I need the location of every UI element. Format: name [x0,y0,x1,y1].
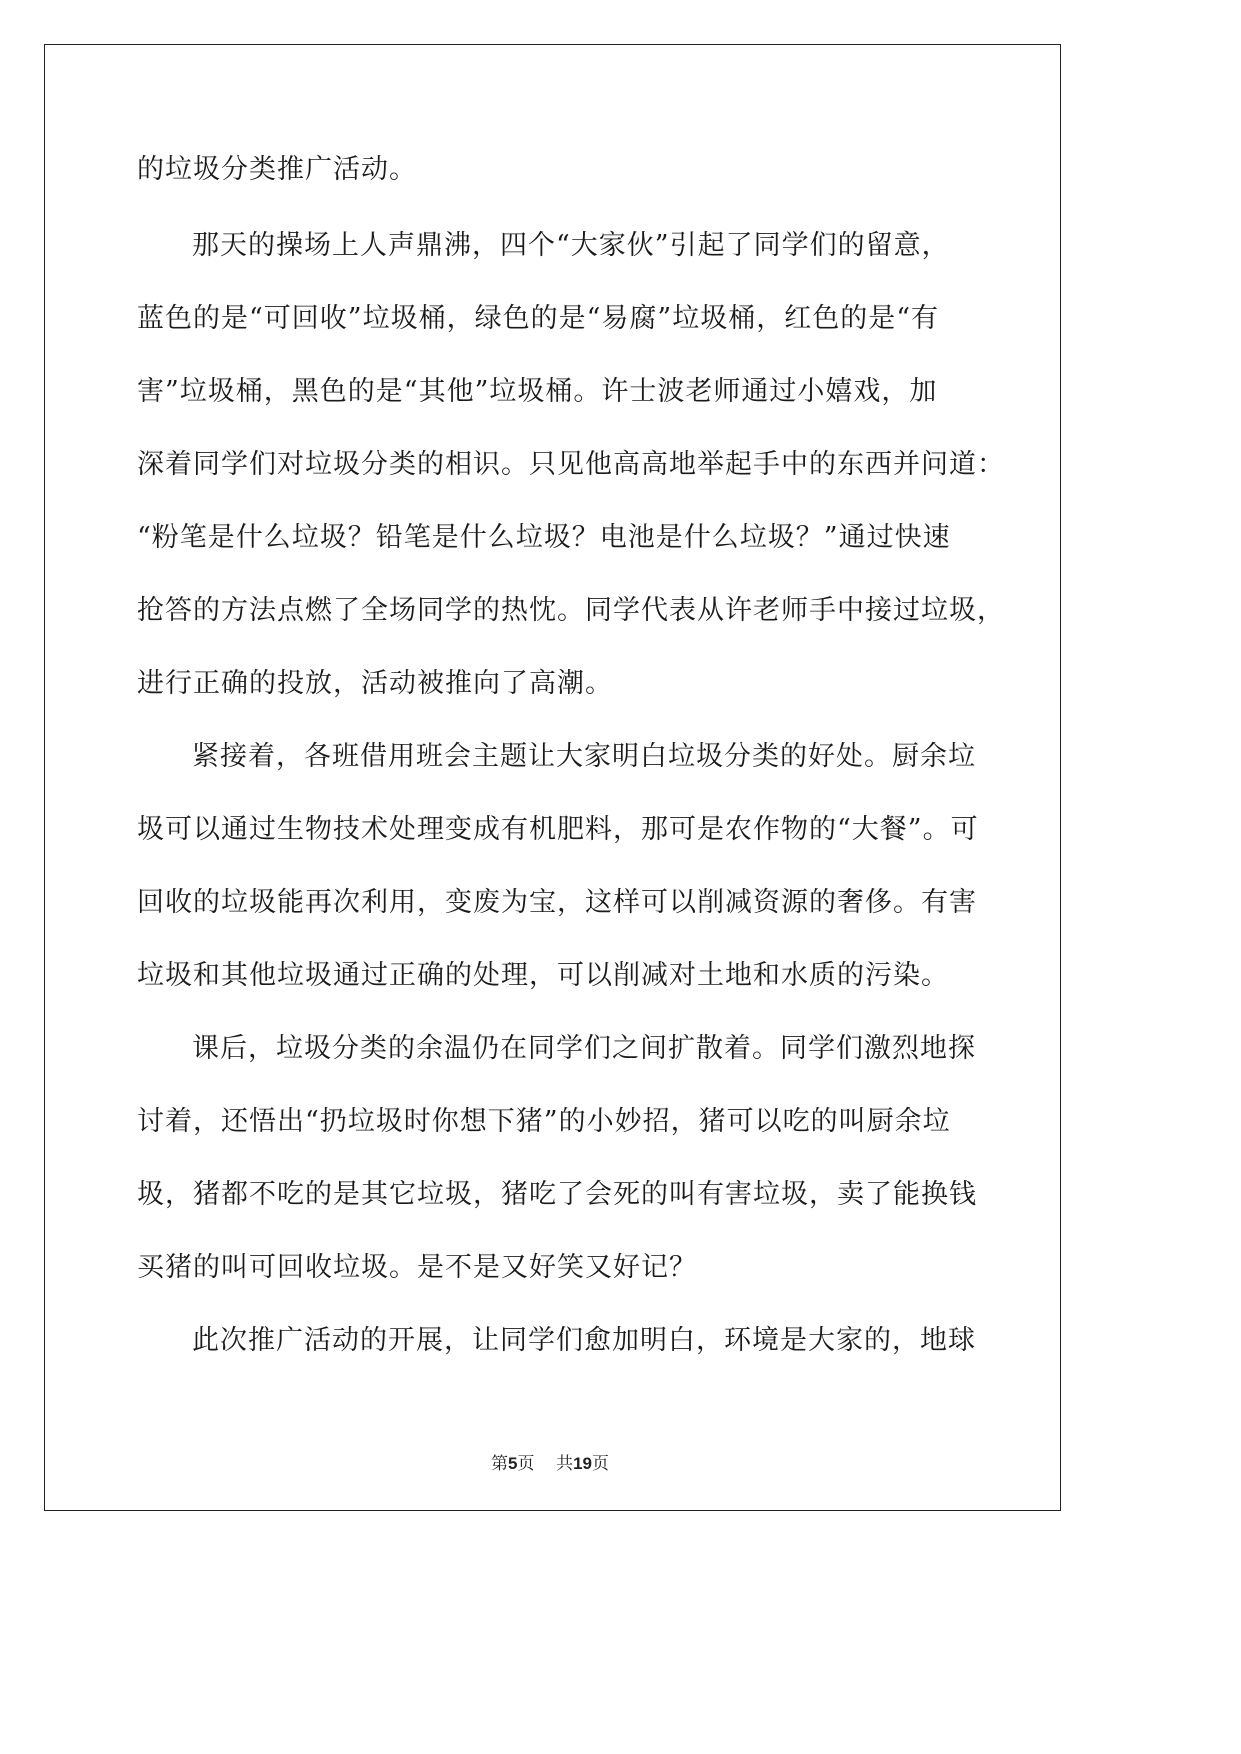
text-line: 此次推广活动的开展，让同学们愈加明白，环境是大家的，地球 [192,1325,976,1356]
page-total: 19 [573,1454,592,1473]
text-line: 圾，猪都不吃的是其它垃圾，猪吃了会死的叫有害垃圾，卖了能换钱 [137,1179,977,1210]
text-line: 进行正确的投放，活动被推向了高潮。 [137,668,613,699]
text-line: 回收的垃圾能再次利用，变废为宝，这样可以削减资源的奢侈。有害 [137,887,977,918]
text-line: 害”垃圾桶，黑色的是“其他”垃圾桶。许士波老师通过小嬉戏，加 [137,376,938,407]
text-line: 深着同学们对垃圾分类的相识。只见他高高地举起手中的东西并问道： [137,449,1005,480]
page-suffix: 页 [517,1454,535,1474]
total-prefix: 共 [556,1454,574,1474]
text-line: 蓝色的是“可回收”垃圾桶，绿色的是“易腐”垃圾桶，红色的是“有 [137,303,940,334]
text-line: 买猪的叫可回收垃圾。是不是又好笑又好记？ [137,1252,697,1283]
text-line: 垃圾和其他垃圾通过正确的处理，可以削减对土地和水质的污染。 [137,960,949,991]
page-prefix: 第 [490,1454,508,1474]
text-line: 的垃圾分类推广活动。 [137,154,417,185]
page-footer [0,1453,1100,1475]
text-line: 圾可以通过生物技术处理变成有机肥料，那可是农作物的“大餐”。可 [137,814,979,845]
text-line: 那天的操场上人声鼎沸，四个“大家伙”引起了同学们的留意， [192,230,950,261]
text-line: “粉笔是什么垃圾？铅笔是什么垃圾？电池是什么垃圾？”通过快速 [137,522,951,553]
text-line: 紧接着，各班借用班会主题让大家明白垃圾分类的好处。厨余垃 [192,741,976,772]
text-line: 课后，垃圾分类的余温仍在同学们之间扩散着。同学们激烈地探 [192,1033,976,1064]
page-border [44,44,1061,1511]
page-current: 5 [507,1454,518,1473]
total-suffix: 页 [592,1454,609,1474]
text-line: 抢答的方法点燃了全场同学的热忱。同学代表从许老师手中接过垃圾， [137,595,1005,626]
text-line: 讨着，还悟出“扔垃圾时你想下猪”的小妙招，猪可以吃的叫厨余垃 [137,1106,951,1137]
